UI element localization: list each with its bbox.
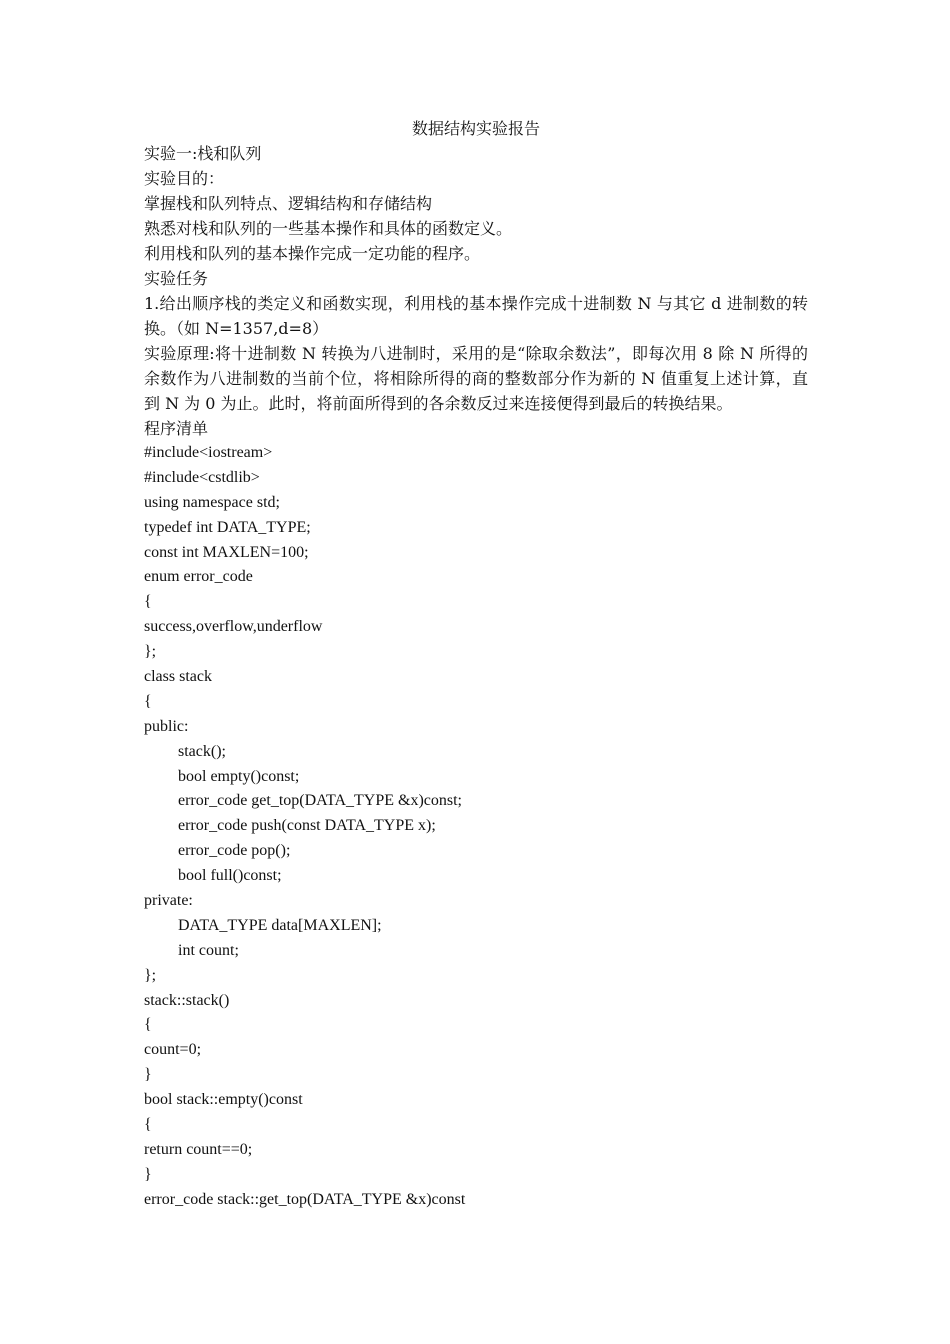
code-line: error_code get_top(DATA_TYPE &x)const; [178,792,462,810]
program-heading: 程序清单 [144,419,209,438]
code-line: error_code pop(); [178,842,291,860]
purpose-item: 利用栈和队列的基本操作完成一定功能的程序。 [144,244,481,263]
code-listing [144,441,808,1213]
task-paragraph: 1.给出顺序栈的类定义和函数实现，利用栈的基本操作完成十进制数 N 与其它 d 进制数的转换。（如 N=1357,d=8） [144,294,808,338]
code-line: { [144,1016,152,1034]
code-line: private: [144,892,193,910]
purpose-item: 掌握栈和队列特点、逻辑结构和存储结构 [144,194,433,213]
code-line: { [144,593,152,611]
code-line: enum error_code [144,568,253,586]
code-line: error_code push(const DATA_TYPE x); [178,817,436,835]
code-line: { [144,1116,152,1134]
document-body [144,116,808,1213]
code-line: class stack [144,668,212,686]
code-line: bool stack::empty()const [144,1091,303,1109]
code-line: }; [144,966,157,984]
code-line: #include<iostream> [144,444,273,461]
code-line: }; [144,643,157,661]
code-line: stack::stack() [144,991,230,1009]
code-line: #include<cstdlib> [144,468,260,486]
code-line: const int MAXLEN=100; [144,543,309,561]
code-line: public: [144,717,189,735]
principle-paragraph: 实验原理:将十进制数 N 转换为八进制时，采用的是“除取余数法”，即每次用 8 除 N 所得的余数作为八进制数的当前个位，将相除所得的商的整数部分作为新的 N 值重复上述计算，直到 N 为 0 为止。此时，将前面所得到的各余数反过来连接便得到最后的转换结果。 [144,344,808,413]
code-line: bool empty()const; [178,767,300,785]
code-line: error_code stack::get_top(DATA_TYPE &x)const [144,1190,466,1208]
code-line: typedef int DATA_TYPE; [144,518,311,536]
code-line: DATA_TYPE data[MAXLEN]; [178,916,382,934]
code-line: success,overflow,underflow [144,618,323,636]
task-heading: 实验任务 [144,269,209,288]
code-line: bool full()const; [178,867,282,885]
code-line: return count==0; [144,1140,253,1158]
document-title: 数据结构实验报告 [411,119,540,138]
purpose-item: 熟悉对栈和队列的一些基本操作和具体的函数定义。 [144,219,513,238]
experiment-heading: 实验一:栈和队列 [144,144,262,163]
purpose-heading: 实验目的： [144,169,225,188]
code-line: stack(); [178,742,226,760]
code-line: using namespace std; [144,493,280,511]
code-line: { [144,692,152,710]
code-line: count=0; [144,1041,202,1059]
code-line: } [144,1066,152,1084]
code-line: int count; [178,941,239,959]
code-line: } [144,1165,152,1183]
